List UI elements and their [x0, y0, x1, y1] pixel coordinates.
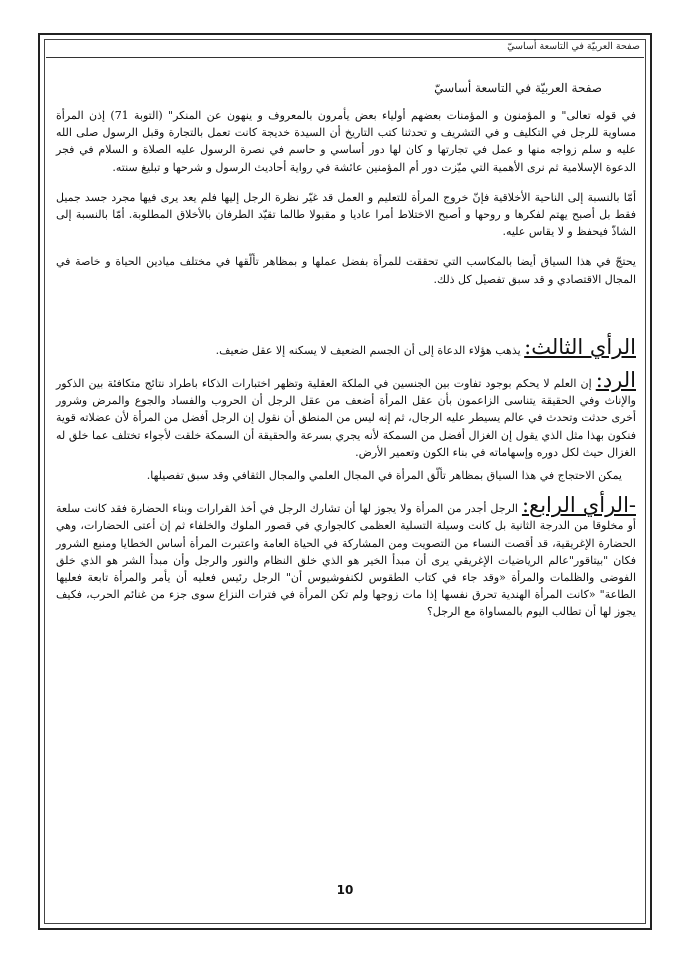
- page-content: [56, 81, 636, 634]
- header-divider: [46, 57, 644, 58]
- paragraph-moral-aspect: أمّا بالنسبة إلى الناحية الأخلاقية فإنّ خروج المرأة للتعليم و العمل قد غيّر نظرة الرجل إليها فلم يعد يرى فيها مجرد جسد جميل فقط بل أصبح يهتم لفكرها و روحها و أصبح الاختلاط أمرا عاديا و مقبولا طالما تقيّد الطرفان بالأخلاق المطلوبة. أمّا بالنسبة إلى الشاذّ فيحفظ و لا يقاس عليه.: [56, 190, 636, 239]
- paragraph-quran-equality: في قوله تعالى" و المؤمنون و المؤمنات بعضهم أولياء بعض يأمرون بالمعروف و ينهون عن المنكر" (التوبة 71) إذن المرأة مساوية للرجل في التكليف و في التشريف و تحدثنا كتب التاريخ أن السيدة خديجة كانت تعمل بالتجارة وقبل الرسول صلى الله عليه و سلم زواجه منها و عمل في تجارتها و كان لها دور أساسي و حاسم في نصرة الرسول عليه الصلاة و السلام في فجر الدعوة الإسلامية ثم نرى الأهمية التي ميّزت دور أم المؤمنين عائشة في رواية أحاديث الرسول و شرحها و تبليغ سنته.: [56, 109, 636, 174]
- running-header: صفحة العربيّة في التاسعة أساسيّ: [507, 41, 640, 52]
- page-subtitle: صفحة العربيّة في التاسعة أساسيّ: [434, 81, 602, 95]
- response-text: إن العلم لا يحكم بوجود تفاوت بين الجنسين في الملكة العقلية وتظهر اختبارات الذكاء باطراد نتائج متكافئة بين الذكور والإناث وفي الحقيقة يتناسى الزاعمون بأن عقل المرأة أضعف من عقل الرجل أن الحروب والفساد والجوع والمرض وشرور أخرى حدثت وتحدث في عالم يسيطر عليه الرجال، ثم إنه ليس من المنطق أن نقول إن الرجل أفضل من المرأة لأن عضلاته قوية فنكون بهذا مثل الذي يقول إن الغزال أفضل من السمكة لأنه يجري بسرعة والحقيقة أن السمكة خلقت لأجواء تختلف عما خلق له الغزال حيث لكل دوره وإسهاماته في بناء الكون وتعمير الأرض.: [56, 377, 636, 459]
- paragraph-response: [56, 368, 636, 461]
- paragraph-science-argument: يمكن الاحتجاج في هذا السياق بمظاهر تألّق المرأة في المجال العلمي والمجال الثقافي وقد سبق تفصيلها.: [146, 469, 622, 483]
- third-opinion-text: يذهب هؤلاء الدعاة إلى أن الجسم الضعيف لا يسكنه إلا عقل ضعيف.: [215, 343, 525, 357]
- fourth-opinion-text: الرجل أجدر من المرأة ولا يجوز لها أن تشارك الرجل في أخذ القرارات وبناء الحضارة فقد كانت سلعة أو مخلوقا من الدرجة الثانية بل كانت وسيلة التسلية العظمى كالجواري في قصور الملوك والخلفاء ثم إن أعتى الحضارات، وهي الحضارة الإغريقية، قد أقصت النساء من التصويت ومن المشاركة في الحياة العامة واعتبرت المرأة أساس الخطايا ومنبع الشرور فكان "بيتاقور"عالم الرياضيات الإغريقي يرى أن مبدأ الخير هو الذي خلق النظام والنور والرجل وأن مبدأ الشر هو الذي خلق الفوضى والظلمات والمرأة «وقد جاء في كتاب الطقوس لكنفوشيوس أن" الرجل رئيس فعليه أن يأمر والمرأة تابعة فعليها الطاعة" «كانت المرأة الهندية تحرق نفسها إذا مات زوجها ولم تكن المرأة في فترات النزاع سوى جزء من غنائم الحرب، فكيف يجوز لها أن تطالب اليوم بالمساواة مع الرجل؟: [56, 502, 636, 619]
- paragraph-fourth-opinion: [56, 493, 636, 620]
- spacer: [56, 301, 636, 339]
- fourth-opinion-heading: -الرأي الرابع:: [521, 493, 636, 518]
- response-heading: الرد:: [595, 368, 636, 393]
- page-border: [38, 33, 652, 930]
- page-number: 10: [336, 883, 354, 897]
- third-opinion-heading: الرأي الثالث:: [524, 334, 636, 359]
- paragraph-third-opinion: [56, 334, 636, 359]
- paragraph-gains: يحتجّ في هذا السياق أيضا بالمكاسب التي تحققت للمرأة بفضل عملها و بمظاهر تألّقها في مختلف ميادين الحياة و خاصة في المجال الاقتصادي و قد سبق تفصيل كل ذلك.: [56, 255, 636, 286]
